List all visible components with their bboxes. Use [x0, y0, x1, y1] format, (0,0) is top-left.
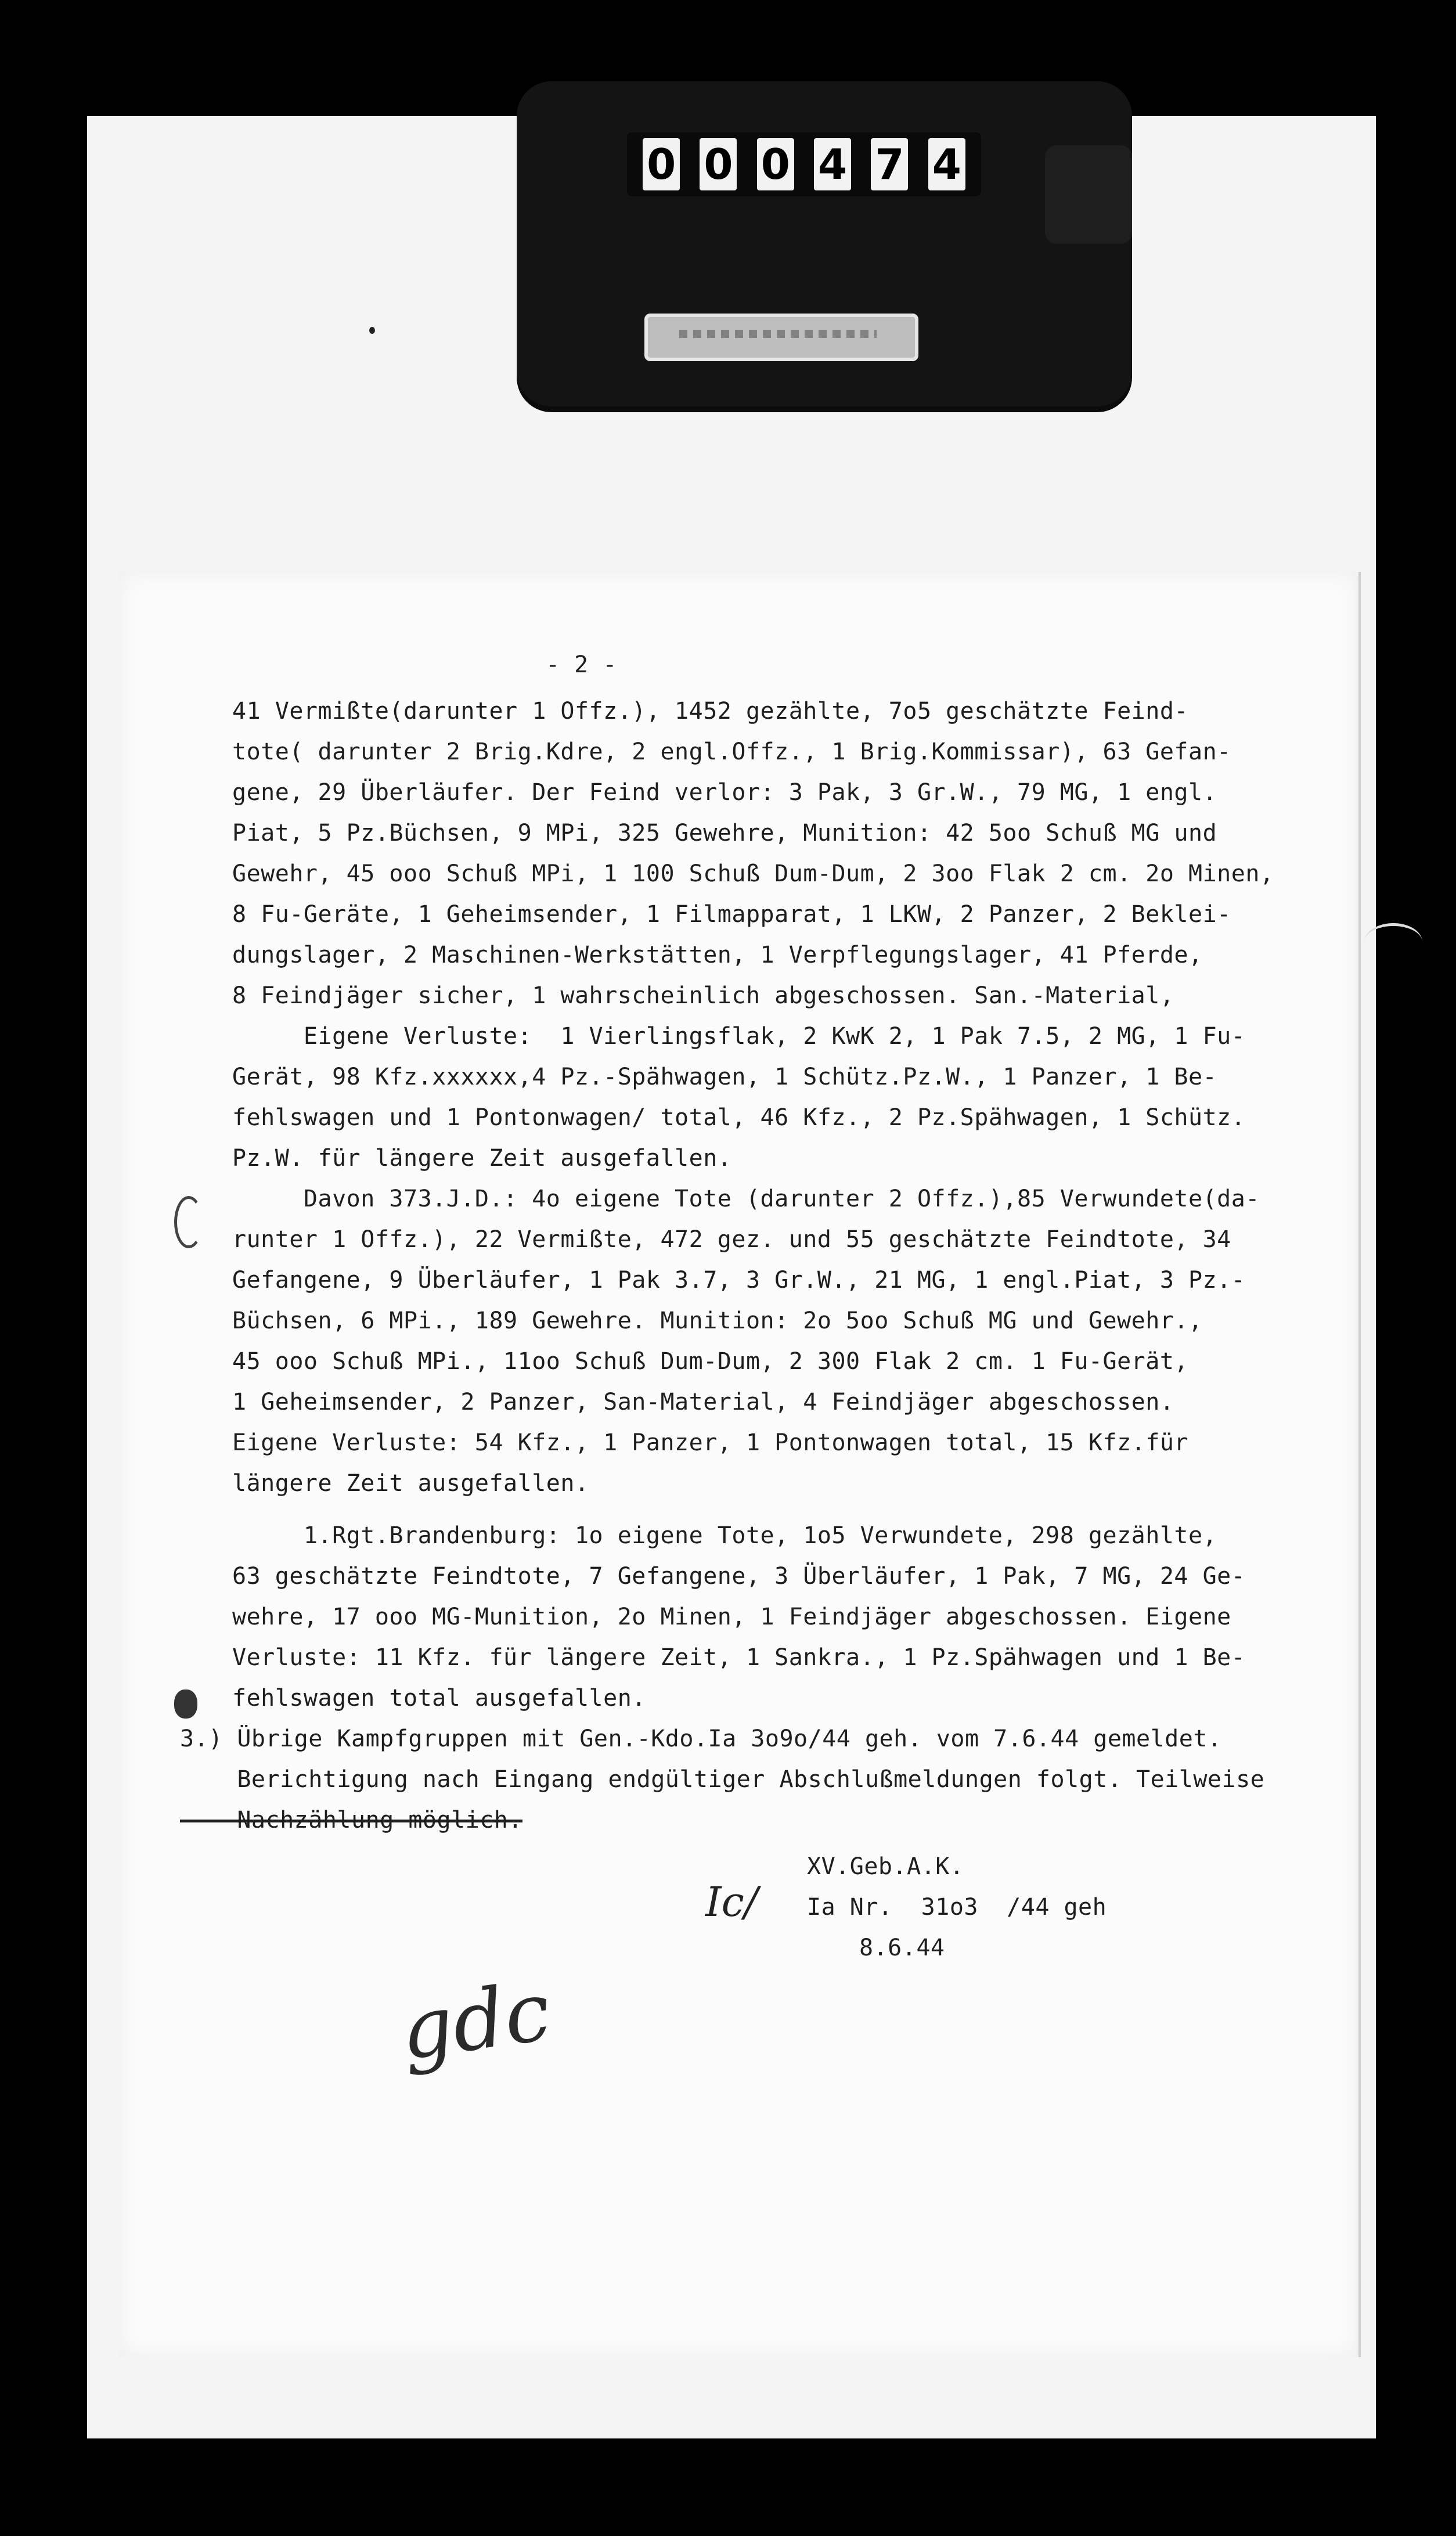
handwritten-initials: gdc: [394, 1964, 556, 2079]
text-line: Piat, 5 Pz.Büchsen, 9 MPi, 325 Gewehre, Munition: 42 5oo Schuß MG und: [232, 820, 1217, 846]
text-line: gene, 29 Überläufer. Der Feind verlor: 3 Pak, 3 Gr.W., 79 MG, 1 engl.: [232, 779, 1217, 806]
nameplate-inscription: [679, 330, 877, 338]
counter-digit: 0: [700, 138, 737, 190]
text-line: Eigene Verluste: 1 Vierlingsflak, 2 KwK 2, 1 Pak 7.5, 2 MG, 1 Fu-: [232, 1023, 1246, 1050]
handwritten-ic-mark: Ic/: [705, 1878, 758, 1926]
ink-dot: [369, 327, 375, 334]
counter-knob: [1045, 145, 1132, 244]
ink-blot: [174, 1690, 197, 1719]
text-line: Eigene Verluste: 54 Kfz., 1 Panzer, 1 Pontonwagen total, 15 Kfz.für: [232, 1429, 1188, 1456]
text-line: dungslager, 2 Maschinen-Werkstätten, 1 Verpflegungslager, 41 Pferde,: [232, 942, 1203, 968]
text-line: 3.) Übrige Kampfgruppen mit Gen.-Kdo.Ia 3o9o/44 geh. vom 7.6.44 gemeldet.: [180, 1726, 1222, 1752]
text-line: 1 Geheimsender, 2 Panzer, San-Material, 4 Feindjäger abgeschossen.: [232, 1389, 1174, 1415]
reference-number: Ia Nr. 31o3 /44 geh: [807, 1894, 1107, 1921]
text-line: wehre, 17 ooo MG-Munition, 2o Minen, 1 Feindjäger abgeschossen. Eigene: [232, 1604, 1231, 1630]
text-line: tote( darunter 2 Brig.Kdre, 2 engl.Offz., 1 Brig.Kommissar), 63 Gefan-: [232, 739, 1231, 765]
text-line: 41 Vermißte(darunter 1 Offz.), 1452 gezählte, 7o5 geschätzte Feind-: [232, 698, 1188, 725]
text-line: Gerät, 98 Kfz.xxxxxx,4 Pz.-Spähwagen, 1 Schütz.Pz.W., 1 Panzer, 1 Be-: [232, 1064, 1217, 1090]
text-line: Verluste: 11 Kfz. für längere Zeit, 1 Sankra., 1 Pz.Spähwagen und 1 Be-: [232, 1644, 1246, 1671]
unit-name: XV.Geb.A.K.: [807, 1853, 964, 1880]
sheet-edge: [1358, 572, 1361, 2357]
counter-digit: 4: [928, 138, 965, 190]
counter-digit: 7: [871, 138, 908, 190]
text-line: fehlswagen total ausgefallen.: [232, 1685, 646, 1712]
text-line: Davon 373.J.D.: 4o eigene Tote (darunter 2 Offz.),85 Verwundete(da-: [232, 1186, 1260, 1212]
counter-digit: 0: [643, 138, 680, 190]
text-line: 8 Fu-Geräte, 1 Geheimsender, 1 Filmapparat, 1 LKW, 2 Panzer, 2 Beklei-: [232, 901, 1231, 928]
text-line: Pz.W. für längere Zeit ausgefallen.: [232, 1145, 732, 1172]
text-line: 63 geschätzte Feindtote, 7 Gefangene, 3 Überläufer, 1 Pak, 7 MG, 24 Ge-: [232, 1563, 1246, 1590]
counter-display: [627, 132, 981, 196]
text-line: 45 ooo Schuß MPi., 11oo Schuß Dum-Dum, 2 300 Flak 2 cm. 1 Fu-Gerät,: [232, 1348, 1188, 1375]
margin-mark: [174, 1196, 203, 1248]
text-line: runter 1 Offz.), 22 Vermißte, 472 gez. und 55 geschätzte Feindtote, 34: [232, 1226, 1231, 1253]
text-line: Gewehr, 45 ooo Schuß MPi, 1 100 Schuß Dum-Dum, 2 3oo Flak 2 cm. 2o Minen,: [232, 860, 1274, 887]
text-line: 1.Rgt.Brandenburg: 1o eigene Tote, 1o5 Verwundete, 298 gezählte,: [232, 1522, 1217, 1549]
struck-text-line: Nachzählung möglich.: [180, 1807, 522, 1833]
text-line: Büchsen, 6 MPi., 189 Gewehre. Munition: 2o 5oo Schuß MG und Gewehr.,: [232, 1307, 1203, 1334]
reference-date: 8.6.44: [859, 1935, 945, 1961]
text-line: 8 Feindjäger sicher, 1 wahrscheinlich abgeschossen. San.-Material,: [232, 982, 1174, 1009]
text-line: Gefangene, 9 Überläufer, 1 Pak 3.7, 3 Gr.W., 21 MG, 1 engl.Piat, 3 Pz.-: [232, 1267, 1246, 1294]
page-number: - 2 -: [546, 651, 617, 678]
counter-digit: 0: [757, 138, 794, 190]
counter-digit: 4: [814, 138, 851, 190]
text-line: Berichtigung nach Eingang endgültiger Abschlußmeldungen folgt. Teilweise: [180, 1766, 1265, 1793]
text-line: fehlswagen und 1 Pontonwagen/ total, 46 Kfz., 2 Pz.Spähwagen, 1 Schütz.: [232, 1104, 1246, 1131]
text-line: längere Zeit ausgefallen.: [232, 1470, 589, 1497]
paper-curl: [1364, 923, 1422, 961]
